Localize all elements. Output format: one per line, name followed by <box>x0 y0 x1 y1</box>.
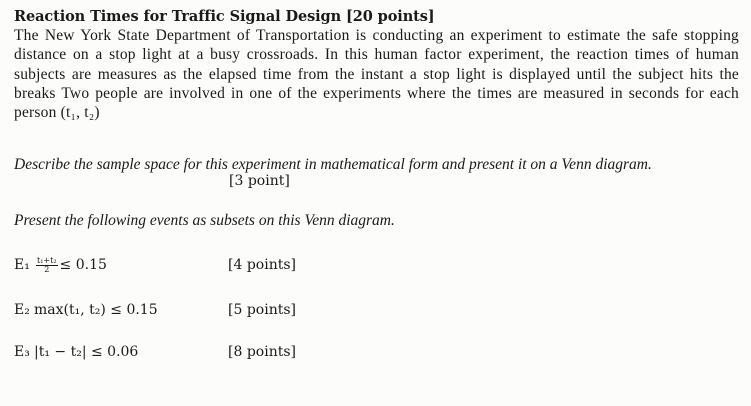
fraction-denominator: 2 <box>44 264 50 274</box>
task-events-text: Present the following events as subsets on this Venn diagram. <box>14 212 395 229</box>
task-sample-space <box>14 154 739 189</box>
event-label: E₁ <box>14 257 30 273</box>
event-row-e3 <box>14 341 296 363</box>
problem-intro: The New York State Department of Transportation is conducting an experiment to estimate the safe stopping distance on a stop light at a busy crossroads. In this human factor experiment, the reaction times of human subjects are measures as the elapsed time from the instant a stop light is displayed until the subject hits the breaks Two people are involved in one of the experiments where the times are measured in seconds for each person (t₁, t₂) <box>14 27 739 122</box>
problem-header <box>14 8 739 122</box>
event-label: E₂ <box>14 302 30 318</box>
event-expression: max(t₁, t₂) ≤ 0.15 <box>34 302 158 318</box>
event-expression: |t₁ − t₂| ≤ 0.06 <box>34 344 139 360</box>
event-row-e2 <box>14 299 296 321</box>
event-points: [8 points] <box>228 344 296 360</box>
event-row-e1 <box>14 254 296 276</box>
mean-fraction <box>36 257 58 274</box>
task-sample-space-points: [3 point] <box>229 173 290 189</box>
event-label: E₃ <box>14 344 30 360</box>
fraction-numerator: t₁+t₂ <box>37 255 57 265</box>
task-sample-space-text: Describe the sample space for this experiment in mathematical form and present it on a Venn diagram. <box>14 156 652 173</box>
problem-title: Reaction Times for Traffic Signal Design [20 points] <box>14 8 435 25</box>
event-expression: ≤ 0.15 <box>59 257 107 273</box>
task-events <box>14 210 739 230</box>
event-points: [4 points] <box>228 257 296 273</box>
event-points: [5 points] <box>228 302 296 318</box>
